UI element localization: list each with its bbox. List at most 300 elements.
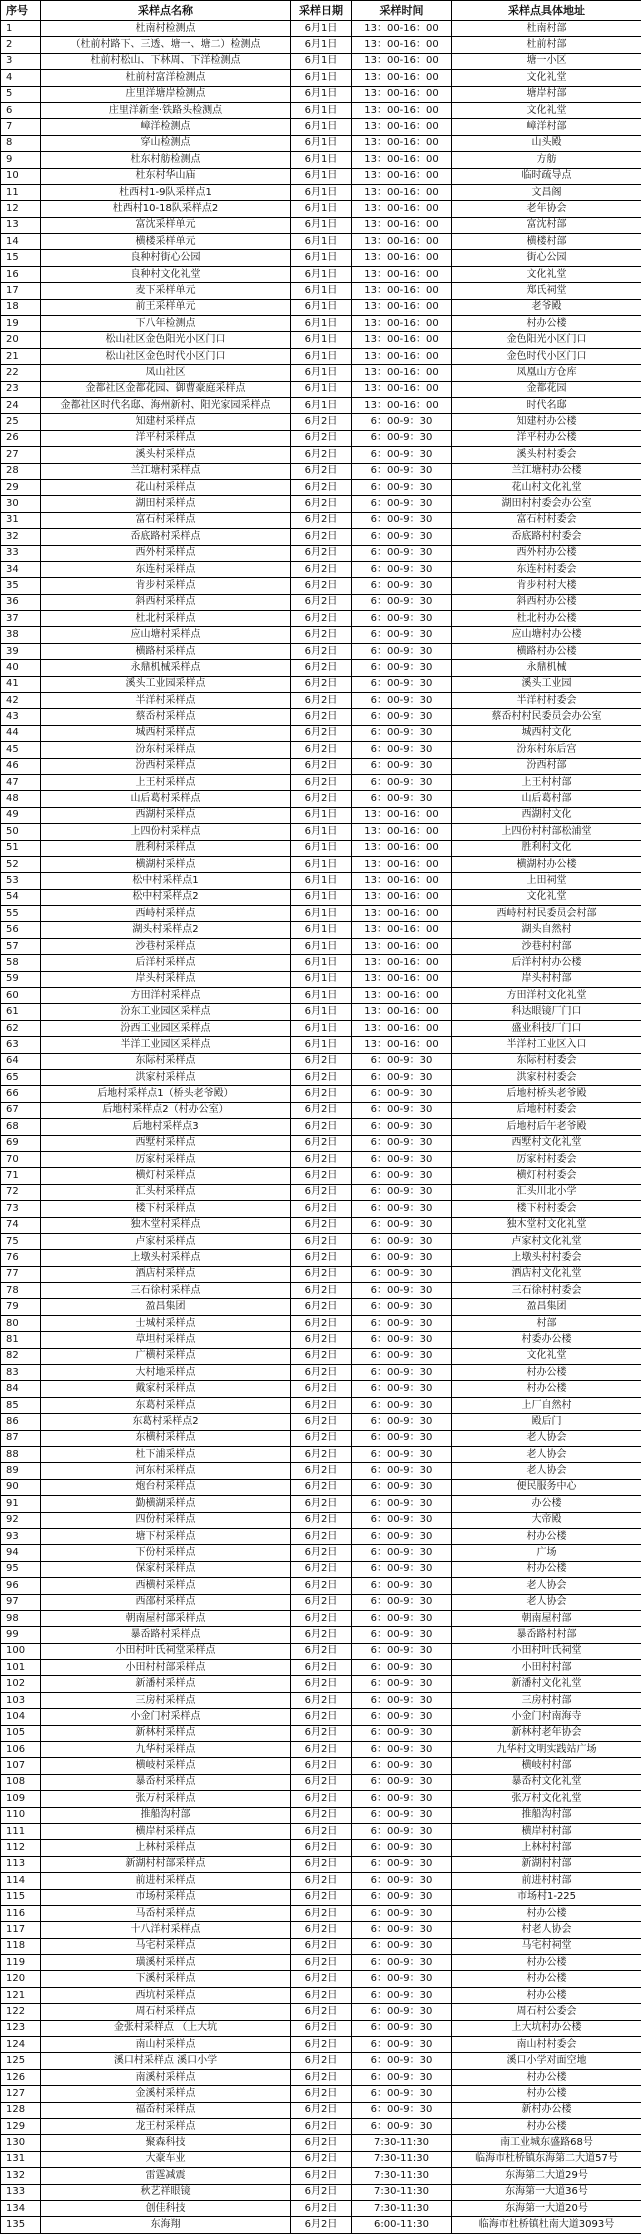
row-time: 13：00-16：00 bbox=[352, 168, 452, 184]
row-index: 31 bbox=[1, 512, 41, 528]
row-site-name: 推船沟村部 bbox=[41, 1807, 291, 1823]
row-site-name: 大村地采样点 bbox=[41, 1365, 291, 1381]
row-site-name: 酒店村采样点 bbox=[41, 1266, 291, 1282]
row-time: 13：00-16：00 bbox=[352, 938, 452, 954]
row-time: 6：00-9：30 bbox=[352, 2037, 452, 2053]
row-site-name: 金都社区金都花园、御曹豪庭采样点 bbox=[41, 381, 291, 397]
row-index: 28 bbox=[1, 463, 41, 479]
row-site-name: 肯步村采样点 bbox=[41, 578, 291, 594]
table-row bbox=[1, 1643, 641, 1659]
table-row bbox=[1, 889, 641, 905]
table-row bbox=[1, 1151, 641, 1167]
row-time: 6：00-9：30 bbox=[352, 1397, 452, 1413]
row-time: 13：00-16：00 bbox=[352, 873, 452, 889]
table-row bbox=[1, 1528, 641, 1544]
row-index: 122 bbox=[1, 2004, 41, 2020]
row-site-name: 戴家村采样点 bbox=[41, 1381, 291, 1397]
table-row bbox=[1, 1086, 641, 1102]
row-date: 6月1日 bbox=[291, 53, 352, 69]
row-address: 沙巷村村部 bbox=[452, 938, 641, 954]
row-time: 13：00-16：00 bbox=[352, 381, 452, 397]
table-row bbox=[1, 2217, 641, 2233]
row-address: 老人协会 bbox=[452, 1463, 641, 1479]
row-index: 117 bbox=[1, 1922, 41, 1938]
table-row bbox=[1, 1217, 641, 1233]
row-site-name: 金张村采样点 （上大坑 bbox=[41, 2020, 291, 2036]
row-time: 6：00-9：30 bbox=[352, 1233, 452, 1249]
row-site-name: 杜下浦采样点 bbox=[41, 1446, 291, 1462]
row-index: 22 bbox=[1, 365, 41, 381]
row-address: 村办公楼 bbox=[452, 1905, 641, 1921]
row-date: 6月1日 bbox=[291, 201, 352, 217]
row-index: 106 bbox=[1, 1742, 41, 1758]
row-time: 6：00-9：30 bbox=[352, 529, 452, 545]
row-time: 13：00-16：00 bbox=[352, 299, 452, 315]
row-site-name: 上王村采样点 bbox=[41, 774, 291, 790]
row-time: 6：00-9：30 bbox=[352, 758, 452, 774]
row-site-name: 暴岙村采样点 bbox=[41, 1774, 291, 1790]
row-time: 6：00-9：30 bbox=[352, 742, 452, 758]
row-site-name: 杜西村10-18队采样点2 bbox=[41, 201, 291, 217]
row-time: 6：00-9：30 bbox=[352, 1250, 452, 1266]
table-body bbox=[1, 21, 641, 2234]
table-row bbox=[1, 2069, 641, 2085]
row-site-name: 半洋村采样点 bbox=[41, 693, 291, 709]
row-site-name: 龙王村采样点 bbox=[41, 2119, 291, 2135]
row-site-name: 广横村采样点 bbox=[41, 1348, 291, 1364]
table-row bbox=[1, 561, 641, 577]
row-address: 科达眼镜厂门口 bbox=[452, 1004, 641, 1020]
row-date: 6月2日 bbox=[291, 2135, 352, 2151]
row-site-name: 朝南屋村部采样点 bbox=[41, 1610, 291, 1626]
row-address: 富沈村部 bbox=[452, 217, 641, 233]
row-time: 6：00-9：30 bbox=[352, 1725, 452, 1741]
row-index: 78 bbox=[1, 1283, 41, 1299]
row-date: 6月2日 bbox=[291, 1840, 352, 1856]
table-row bbox=[1, 21, 641, 37]
table-row bbox=[1, 37, 641, 53]
row-date: 6月2日 bbox=[291, 1692, 352, 1708]
row-time: 6：00-9：30 bbox=[352, 1578, 452, 1594]
row-address: 汇头川北小学 bbox=[452, 1184, 641, 1200]
table-row bbox=[1, 1725, 641, 1741]
row-site-name: 松山社区金色阳光小区门口 bbox=[41, 332, 291, 348]
row-site-name: 卢家村采样点 bbox=[41, 1233, 291, 1249]
table-row bbox=[1, 529, 641, 545]
table-row bbox=[1, 922, 641, 938]
row-time: 13：00-16：00 bbox=[352, 119, 452, 135]
row-site-name: 新林村采样点 bbox=[41, 1725, 291, 1741]
row-index: 85 bbox=[1, 1397, 41, 1413]
row-date: 6月2日 bbox=[291, 1479, 352, 1495]
row-time: 6：00-9：30 bbox=[352, 2053, 452, 2069]
row-time: 13：00-16：00 bbox=[352, 53, 452, 69]
row-address: 老人协会 bbox=[452, 1594, 641, 1610]
table-row bbox=[1, 1660, 641, 1676]
row-address: 新林村老年协会 bbox=[452, 1725, 641, 1741]
row-index: 10 bbox=[1, 168, 41, 184]
row-site-name: 西峙村采样点 bbox=[41, 906, 291, 922]
row-time: 13：00-16：00 bbox=[352, 397, 452, 413]
row-index: 37 bbox=[1, 611, 41, 627]
table-row bbox=[1, 1037, 641, 1053]
row-address: 村办公楼 bbox=[452, 2119, 641, 2135]
row-date: 6月2日 bbox=[291, 1512, 352, 1528]
row-date: 6月2日 bbox=[291, 2184, 352, 2200]
row-time: 6：00-9：30 bbox=[352, 1528, 452, 1544]
row-index: 101 bbox=[1, 1660, 41, 1676]
row-time: 13：00-16：00 bbox=[352, 365, 452, 381]
row-time: 6：00-9：30 bbox=[352, 1184, 452, 1200]
row-site-name: 士城村采样点 bbox=[41, 1315, 291, 1331]
row-site-name: 横楼采样单元 bbox=[41, 234, 291, 250]
row-site-name: 前王采样单元 bbox=[41, 299, 291, 315]
row-index: 51 bbox=[1, 840, 41, 856]
row-time: 13：00-16：00 bbox=[352, 217, 452, 233]
table-row bbox=[1, 1414, 641, 1430]
row-site-name: 璜溪村采样点 bbox=[41, 1955, 291, 1971]
row-site-name: 炮台村采样点 bbox=[41, 1479, 291, 1495]
row-index: 123 bbox=[1, 2020, 41, 2036]
row-time: 6：00-9：30 bbox=[352, 1807, 452, 1823]
row-index: 130 bbox=[1, 2135, 41, 2151]
row-time: 6：00-9：30 bbox=[352, 1479, 452, 1495]
row-time: 6：00-9：30 bbox=[352, 693, 452, 709]
row-address: 老年协会 bbox=[452, 201, 641, 217]
table-row bbox=[1, 86, 641, 102]
table-row bbox=[1, 414, 641, 430]
row-date: 6月2日 bbox=[291, 1938, 352, 1954]
row-time: 13：00-16：00 bbox=[352, 184, 452, 200]
row-address: 老爷殿 bbox=[452, 299, 641, 315]
table-row bbox=[1, 447, 641, 463]
row-site-name: 前进村采样点 bbox=[41, 1873, 291, 1889]
row-site-name: 东连村采样点 bbox=[41, 561, 291, 577]
row-site-name: 溪头工业园采样点 bbox=[41, 676, 291, 692]
row-time: 6：00-9：30 bbox=[352, 1283, 452, 1299]
table-row bbox=[1, 578, 641, 594]
row-index: 66 bbox=[1, 1086, 41, 1102]
table-row bbox=[1, 938, 641, 954]
row-address: 上王村村部 bbox=[452, 774, 641, 790]
row-date: 6月1日 bbox=[291, 397, 352, 413]
table-row bbox=[1, 430, 641, 446]
row-site-name: 湖田村采样点 bbox=[41, 496, 291, 512]
row-date: 6月2日 bbox=[291, 529, 352, 545]
row-date: 6月2日 bbox=[291, 1528, 352, 1544]
row-time: 6：00-9：30 bbox=[352, 1692, 452, 1708]
row-date: 6月2日 bbox=[291, 709, 352, 725]
row-address: 洋平村办公楼 bbox=[452, 430, 641, 446]
row-address: 村办公楼 bbox=[452, 316, 641, 332]
row-time: 6：00-9：30 bbox=[352, 2020, 452, 2036]
row-date: 6月2日 bbox=[291, 1955, 352, 1971]
table-row bbox=[1, 824, 641, 840]
row-address: 朝南屋村部 bbox=[452, 1610, 641, 1626]
row-index: 40 bbox=[1, 660, 41, 676]
row-index: 23 bbox=[1, 381, 41, 397]
row-address: 暴岙村文化礼堂 bbox=[452, 1774, 641, 1790]
row-date: 6月2日 bbox=[291, 2217, 352, 2233]
row-index: 132 bbox=[1, 2168, 41, 2184]
row-site-name: 河东村采样点 bbox=[41, 1463, 291, 1479]
row-address: 方舫 bbox=[452, 152, 641, 168]
row-time: 6：00-9：30 bbox=[352, 1627, 452, 1643]
row-date: 6月2日 bbox=[291, 1217, 352, 1233]
row-site-name: 秋艺祥眼镜 bbox=[41, 2184, 291, 2200]
row-time: 6：00-9：30 bbox=[352, 594, 452, 610]
row-time: 7:30-11:30 bbox=[352, 2168, 452, 2184]
row-site-name: 岙底路村采样点 bbox=[41, 529, 291, 545]
row-time: 6：00-9：30 bbox=[352, 1512, 452, 1528]
row-index: 1 bbox=[1, 21, 41, 37]
row-index: 124 bbox=[1, 2037, 41, 2053]
row-index: 116 bbox=[1, 1905, 41, 1921]
row-index: 36 bbox=[1, 594, 41, 610]
row-index: 14 bbox=[1, 234, 41, 250]
row-address: 后地村村委会 bbox=[452, 1102, 641, 1118]
table-row bbox=[1, 1168, 641, 1184]
row-date: 6月2日 bbox=[291, 1791, 352, 1807]
row-site-name: 汾西村采样点 bbox=[41, 758, 291, 774]
row-index: 25 bbox=[1, 414, 41, 430]
row-site-name: 后洋村采样点 bbox=[41, 955, 291, 971]
row-index: 84 bbox=[1, 1381, 41, 1397]
row-address: 上墩头村村委会 bbox=[452, 1250, 641, 1266]
row-index: 95 bbox=[1, 1561, 41, 1577]
row-index: 13 bbox=[1, 217, 41, 233]
row-address: 村委办公楼 bbox=[452, 1332, 641, 1348]
row-date: 6月2日 bbox=[291, 1856, 352, 1872]
row-site-name: 溪头村采样点 bbox=[41, 447, 291, 463]
row-date: 6月1日 bbox=[291, 152, 352, 168]
row-time: 6：00-9：30 bbox=[352, 1889, 452, 1905]
row-date: 6月2日 bbox=[291, 1823, 352, 1839]
row-site-name: 上四份村采样点 bbox=[41, 824, 291, 840]
row-site-name: 后地村采样点2（村办公室） bbox=[41, 1102, 291, 1118]
table-row bbox=[1, 594, 641, 610]
row-index: 26 bbox=[1, 430, 41, 446]
row-time: 13：00-16：00 bbox=[352, 807, 452, 823]
row-time: 6：00-9：30 bbox=[352, 1119, 452, 1135]
row-time: 6：00-9：30 bbox=[352, 791, 452, 807]
row-address: 塘一小区 bbox=[452, 53, 641, 69]
row-site-name: 厉家村采样点 bbox=[41, 1151, 291, 1167]
row-site-name: 东海翔 bbox=[41, 2217, 291, 2233]
row-index: 133 bbox=[1, 2184, 41, 2200]
row-time: 7:30-11:30 bbox=[352, 2135, 452, 2151]
row-index: 50 bbox=[1, 824, 41, 840]
row-site-name: 大豪车业 bbox=[41, 2151, 291, 2167]
header-address: 采样点具体地址 bbox=[452, 1, 641, 21]
row-address: 盈昌集团 bbox=[452, 1299, 641, 1315]
row-site-name: 应山塘村采样点 bbox=[41, 627, 291, 643]
table-row bbox=[1, 1889, 641, 1905]
table-row bbox=[1, 2135, 641, 2151]
row-index: 56 bbox=[1, 922, 41, 938]
row-date: 6月2日 bbox=[291, 463, 352, 479]
table-row bbox=[1, 365, 641, 381]
row-date: 6月2日 bbox=[291, 2053, 352, 2069]
row-date: 6月1日 bbox=[291, 348, 352, 364]
table-row bbox=[1, 184, 641, 200]
row-index: 120 bbox=[1, 1971, 41, 1987]
row-date: 6月1日 bbox=[291, 283, 352, 299]
row-address: 临时疏导点 bbox=[452, 168, 641, 184]
row-time: 6:00-11:30 bbox=[352, 2217, 452, 2233]
row-address: 张万村文化礼堂 bbox=[452, 1791, 641, 1807]
row-date: 6月1日 bbox=[291, 922, 352, 938]
row-date: 6月1日 bbox=[291, 316, 352, 332]
row-address: 山后葛村部 bbox=[452, 791, 641, 807]
row-time: 13：00-16：00 bbox=[352, 971, 452, 987]
row-address: 村办公楼 bbox=[452, 1971, 641, 1987]
row-address: 上厂自然村 bbox=[452, 1397, 641, 1413]
row-date: 6月2日 bbox=[291, 512, 352, 528]
row-index: 30 bbox=[1, 496, 41, 512]
row-date: 6月2日 bbox=[291, 2069, 352, 2085]
row-address: 斜西村办公楼 bbox=[452, 594, 641, 610]
row-date: 6月2日 bbox=[291, 1758, 352, 1774]
row-index: 49 bbox=[1, 807, 41, 823]
row-address: 上大坑村办公楼 bbox=[452, 2020, 641, 2036]
table-row bbox=[1, 611, 641, 627]
row-address: 横岐村村部 bbox=[452, 1758, 641, 1774]
table-row bbox=[1, 70, 641, 86]
row-address: 小田村叶氏祠堂 bbox=[452, 1643, 641, 1659]
row-date: 6月2日 bbox=[291, 1578, 352, 1594]
row-index: 135 bbox=[1, 2217, 41, 2233]
row-site-name: 松中村采样点1 bbox=[41, 873, 291, 889]
table-row bbox=[1, 250, 641, 266]
table-row bbox=[1, 2053, 641, 2069]
row-site-name: 洪家村采样点 bbox=[41, 1070, 291, 1086]
table-row bbox=[1, 1561, 641, 1577]
table-row bbox=[1, 2020, 641, 2036]
row-date: 6月2日 bbox=[291, 1905, 352, 1921]
table-row bbox=[1, 1020, 641, 1036]
row-site-name: 岸头村采样点 bbox=[41, 971, 291, 987]
row-time: 13：00-16：00 bbox=[352, 906, 452, 922]
row-index: 42 bbox=[1, 693, 41, 709]
row-site-name: 洋平村采样点 bbox=[41, 430, 291, 446]
table-row bbox=[1, 1823, 641, 1839]
row-address: 杜北村办公楼 bbox=[452, 611, 641, 627]
row-site-name: 下八年检测点 bbox=[41, 316, 291, 332]
row-time: 6：00-9：30 bbox=[352, 1561, 452, 1577]
row-index: 110 bbox=[1, 1807, 41, 1823]
table-row bbox=[1, 168, 641, 184]
row-site-name: 半洋工业园区采样点 bbox=[41, 1037, 291, 1053]
row-index: 43 bbox=[1, 709, 41, 725]
row-time: 6：00-9：30 bbox=[352, 2119, 452, 2135]
row-address: 蔡岙村村民委员会办公室 bbox=[452, 709, 641, 725]
row-index: 64 bbox=[1, 1053, 41, 1069]
row-time: 13：00-16：00 bbox=[352, 889, 452, 905]
table-row bbox=[1, 299, 641, 315]
row-address: 新村办公楼 bbox=[452, 2102, 641, 2118]
row-time: 6：00-9：30 bbox=[352, 1905, 452, 1921]
row-date: 6月2日 bbox=[291, 430, 352, 446]
row-site-name: 穿山检测点 bbox=[41, 135, 291, 151]
row-date: 6月2日 bbox=[291, 1725, 352, 1741]
table-row bbox=[1, 152, 641, 168]
row-time: 6：00-9：30 bbox=[352, 1463, 452, 1479]
table-row bbox=[1, 2102, 641, 2118]
row-index: 93 bbox=[1, 1528, 41, 1544]
table-row bbox=[1, 397, 641, 413]
table-row bbox=[1, 1135, 641, 1151]
row-address: 洪家村村委会 bbox=[452, 1070, 641, 1086]
row-address: 文化礼堂 bbox=[452, 102, 641, 118]
row-index: 108 bbox=[1, 1774, 41, 1790]
row-index: 45 bbox=[1, 742, 41, 758]
row-index: 98 bbox=[1, 1610, 41, 1626]
row-index: 16 bbox=[1, 266, 41, 282]
row-index: 29 bbox=[1, 479, 41, 495]
row-site-name: 西邵村采样点 bbox=[41, 1594, 291, 1610]
row-index: 77 bbox=[1, 1266, 41, 1282]
row-date: 6月1日 bbox=[291, 988, 352, 1004]
table-row bbox=[1, 381, 641, 397]
row-site-name: 汾东工业园区采样点 bbox=[41, 1004, 291, 1020]
row-time: 6：00-9：30 bbox=[352, 1660, 452, 1676]
row-index: 17 bbox=[1, 283, 41, 299]
row-time: 6：00-9：30 bbox=[352, 1545, 452, 1561]
row-address: 周石村公委会 bbox=[452, 2004, 641, 2020]
row-site-name: 暴岙路村采样点 bbox=[41, 1627, 291, 1643]
row-index: 69 bbox=[1, 1135, 41, 1151]
row-address: 文昌阁 bbox=[452, 184, 641, 200]
row-site-name: 勤横湖采样点 bbox=[41, 1496, 291, 1512]
row-time: 13：00-16：00 bbox=[352, 922, 452, 938]
row-address: 文化礼堂 bbox=[452, 70, 641, 86]
row-index: 129 bbox=[1, 2119, 41, 2135]
row-address: 溪头村村委会 bbox=[452, 447, 641, 463]
row-time: 6：00-9：30 bbox=[352, 643, 452, 659]
table-row bbox=[1, 1873, 641, 1889]
row-index: 54 bbox=[1, 889, 41, 905]
table-row bbox=[1, 2037, 641, 2053]
row-date: 6月2日 bbox=[291, 1414, 352, 1430]
row-address: 老人协会 bbox=[452, 1446, 641, 1462]
table-row bbox=[1, 1840, 641, 1856]
row-address: 马宅村祠堂 bbox=[452, 1938, 641, 1954]
row-time: 13：00-16：00 bbox=[352, 316, 452, 332]
row-time: 13：00-16：00 bbox=[352, 266, 452, 282]
row-site-name: 西外村采样点 bbox=[41, 545, 291, 561]
row-date: 6月2日 bbox=[291, 496, 352, 512]
row-date: 6月1日 bbox=[291, 119, 352, 135]
row-site-name: 湖头村采样点2 bbox=[41, 922, 291, 938]
row-address: 溪头工业园 bbox=[452, 676, 641, 692]
row-index: 2 bbox=[1, 37, 41, 53]
table-row bbox=[1, 1971, 641, 1987]
row-time: 6：00-9：30 bbox=[352, 545, 452, 561]
row-site-name: 杜北村采样点 bbox=[41, 611, 291, 627]
row-address: 办公楼 bbox=[452, 1496, 641, 1512]
row-address: 富石村村委会 bbox=[452, 512, 641, 528]
row-site-name: 嶂洋检测点 bbox=[41, 119, 291, 135]
row-address: 三房村村部 bbox=[452, 1692, 641, 1708]
row-address: 横岸村村部 bbox=[452, 1823, 641, 1839]
table-row bbox=[1, 1692, 641, 1708]
row-time: 6：00-9：30 bbox=[352, 2004, 452, 2020]
row-time: 6：00-9：30 bbox=[352, 676, 452, 692]
row-time: 6：00-9：30 bbox=[352, 1430, 452, 1446]
row-site-name: 张万村采样点 bbox=[41, 1791, 291, 1807]
row-date: 6月2日 bbox=[291, 1873, 352, 1889]
